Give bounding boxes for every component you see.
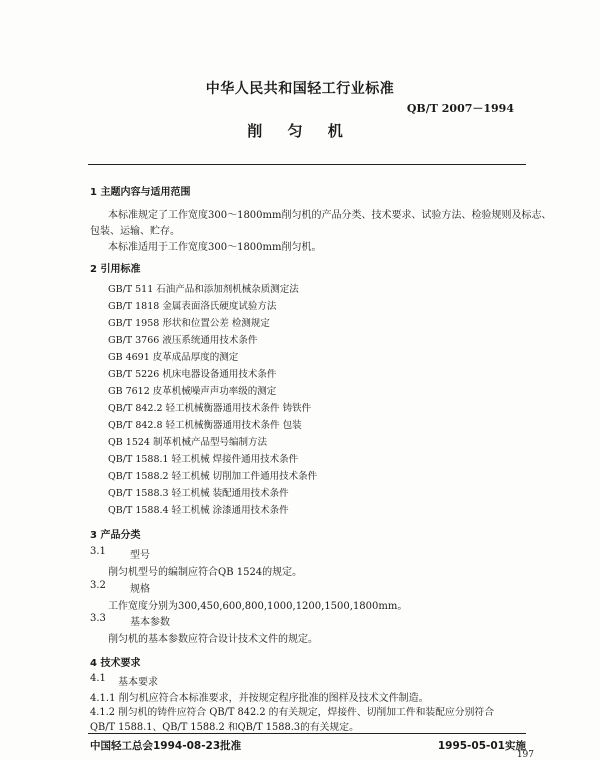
reference-item: GB/T 3766 液压系统通用技术条件	[108, 335, 258, 346]
reference-item: GB/T 1818 金属表面洛氏硬度试验方法	[108, 301, 277, 312]
section-2-heading: 2 引用标准	[90, 264, 141, 275]
reference-item: QB 1524 制革机械产品型号编制方法	[108, 437, 267, 448]
footer-divider	[88, 733, 526, 734]
clause-3-3-text: 削匀机的基本参数应符合设计技术文件的规定。	[108, 634, 318, 645]
reference-item: GB 4691 皮革成品厚度的测定	[108, 352, 239, 363]
clause-3-2-title: 规格	[130, 584, 150, 595]
clause-3-2-number: 3.2	[90, 580, 106, 591]
effective-date-text: 1995-05-01实施	[437, 740, 526, 752]
section-1-paragraph-2: 本标准适用于工作宽度300～1800mm削匀机。	[108, 242, 322, 253]
reference-item: QB/T 1588.3 轻工机械 装配通用技术条件	[108, 488, 289, 499]
section-1-heading: 1 主题内容与适用范围	[90, 187, 191, 198]
approval-date-text: 中国轻工总会1994-08-23批准	[90, 740, 242, 752]
clause-4-1-title: 基本要求	[118, 677, 158, 688]
clause-3-1-title: 型号	[130, 550, 150, 561]
page-number: 197	[516, 750, 534, 760]
section-4-heading: 4 技术要求	[90, 658, 141, 669]
document-title: 削 匀 机	[247, 122, 353, 140]
clause-3-2-text: 工作宽度分别为300,450,600,800,1000,1200,1500,1800mm。	[108, 601, 408, 612]
clause-4-1-1-text: 4.1.1 削匀机应符合本标准要求，并按规定程序批准的图样及技术文件制造。	[90, 693, 429, 704]
clause-4-1-2-line-1: 4.1.2 削匀机的铸件应符合 QB/T 842.2 的有关规定，焊接件、切削加工件和装配应分别符合	[90, 707, 494, 718]
reference-item: GB/T 511 石油产品和添加剂机械杂质测定法	[108, 284, 299, 295]
reference-item: GB/T 5226 机床电器设备通用技术条件	[108, 369, 277, 380]
reference-item: QB/T 842.2 轻工机械衡器通用技术条件 铸铁件	[108, 403, 312, 414]
section-3-heading: 3 产品分类	[90, 530, 141, 541]
reference-item: QB/T 1588.2 轻工机械 切削加工件通用技术条件	[108, 471, 318, 482]
header-divider	[88, 164, 526, 165]
clause-3-3-number: 3.3	[90, 613, 106, 624]
effective-date	[438, 738, 526, 753]
reference-item: QB/T 842.8 轻工机械衡器通用技术条件 包装	[108, 420, 302, 431]
reference-item: GB/T 1958 形状和位置公差 检测规定	[108, 318, 270, 329]
approval-date	[90, 738, 241, 753]
clause-3-3-title: 基本参数	[130, 617, 170, 628]
reference-item: GB 7612 皮革机械噪声声功率级的测定	[108, 386, 277, 397]
section-1-paragraph-1-line-1: 本标准规定了工作宽度300～1800mm削匀机的产品分类、技术要求、试验方法、检验规则及标志、	[108, 210, 552, 221]
reference-item: QB/T 1588.1 轻工机械 焊接件通用技术条件	[108, 454, 299, 465]
clause-3-1-text: 削匀机型号的编制应符合QB 1524的规定。	[108, 567, 303, 578]
section-1-paragraph-1-line-2: 包装、运输、贮存。	[90, 226, 180, 237]
reference-item: QB/T 1588.4 轻工机械 涂漆通用技术条件	[108, 505, 289, 516]
clause-3-1-number: 3.1	[90, 546, 106, 557]
clause-4-1-2-line-2: QB/T 1588.1、QB/T 1588.2 和QB/T 1588.3的有关规定。	[90, 722, 359, 733]
standard-code: QB/T 2007－1994	[406, 102, 514, 115]
standard-category-title: 中华人民共和国轻工行业标准	[205, 81, 395, 97]
clause-4-1-number: 4.1	[90, 673, 106, 684]
